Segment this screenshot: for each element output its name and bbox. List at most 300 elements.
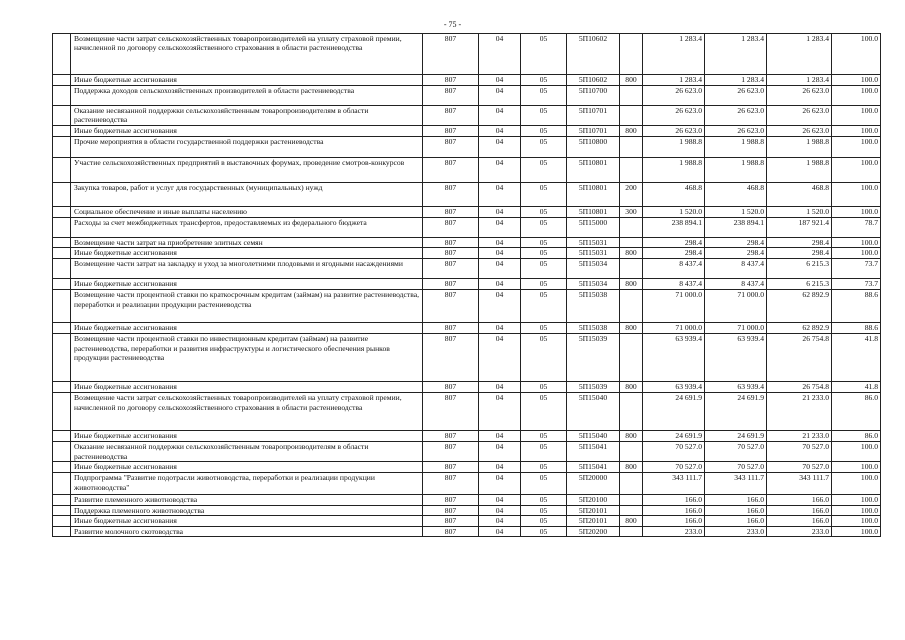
row-target-article: 5П15034: [567, 279, 620, 290]
row-execution-percent: 100.0: [832, 248, 881, 259]
row-expense-type: [620, 473, 643, 495]
row-margin-cell: [53, 495, 71, 505]
row-clarified-amount: 166.0: [705, 495, 767, 505]
row-plan-amount: 298.4: [643, 238, 705, 248]
row-name: Поддержка племенного животноводства: [71, 505, 423, 515]
row-executed-amount: 233.0: [767, 526, 832, 536]
row-subsection-code: 05: [521, 183, 567, 207]
table-row: [53, 126, 881, 137]
table-row: [53, 393, 881, 431]
row-target-article: 5П10801: [567, 183, 620, 207]
table-row: [53, 248, 881, 259]
row-margin-cell: [53, 238, 71, 248]
row-plan-amount: 63 939.4: [643, 382, 705, 393]
row-executed-amount: 70 527.0: [767, 442, 832, 462]
row-subsection-code: 05: [521, 334, 567, 382]
row-clarified-amount: 166.0: [705, 505, 767, 515]
row-section-code: 04: [479, 158, 521, 183]
row-margin-cell: [53, 218, 71, 238]
row-executed-amount: 26 623.0: [767, 126, 832, 137]
row-section-code: 04: [479, 462, 521, 473]
row-ministry-code: 807: [423, 516, 479, 526]
row-executed-amount: 298.4: [767, 248, 832, 259]
row-subsection-code: 05: [521, 526, 567, 536]
row-name: Возмещение части затрат на приобретение элитных семян: [71, 238, 423, 248]
row-target-article: 5П20101: [567, 516, 620, 526]
row-execution-percent: 100.0: [832, 495, 881, 505]
row-expense-type: 800: [620, 75, 643, 86]
row-subsection-code: 05: [521, 495, 567, 505]
row-clarified-amount: 70 527.0: [705, 462, 767, 473]
row-name: Возмещение части процентной ставки по краткосрочным кредитам (займам) на развитие растениеводства, переработки и реализации продукции растениеводства: [71, 290, 423, 323]
row-execution-percent: 78.7: [832, 218, 881, 238]
table-row: [53, 259, 881, 279]
row-section-code: 04: [479, 431, 521, 442]
row-section-code: 04: [479, 259, 521, 279]
row-expense-type: 800: [620, 431, 643, 442]
row-margin-cell: [53, 86, 71, 106]
row-subsection-code: 05: [521, 382, 567, 393]
row-target-article: 5П10701: [567, 106, 620, 126]
row-section-code: 04: [479, 106, 521, 126]
row-target-article: 5П10602: [567, 34, 620, 75]
row-subsection-code: 05: [521, 238, 567, 248]
row-ministry-code: 807: [423, 495, 479, 505]
row-name: Иные бюджетные ассигнования: [71, 431, 423, 442]
row-name: Прочие мероприятия в области государственной поддержки растениеводства: [71, 137, 423, 158]
row-ministry-code: 807: [423, 218, 479, 238]
row-executed-amount: 21 233.0: [767, 431, 832, 442]
row-margin-cell: [53, 505, 71, 515]
row-execution-percent: 100.0: [832, 158, 881, 183]
row-plan-amount: 71 000.0: [643, 290, 705, 323]
row-name: Иные бюджетные ассигнования: [71, 279, 423, 290]
row-executed-amount: 166.0: [767, 495, 832, 505]
row-name: Иные бюджетные ассигнования: [71, 516, 423, 526]
row-margin-cell: [53, 158, 71, 183]
row-executed-amount: 21 233.0: [767, 393, 832, 431]
row-ministry-code: 807: [423, 183, 479, 207]
row-target-article: 5П20000: [567, 473, 620, 495]
row-section-code: 04: [479, 207, 521, 218]
row-target-article: 5П15039: [567, 382, 620, 393]
row-target-article: 5П10602: [567, 75, 620, 86]
row-margin-cell: [53, 393, 71, 431]
row-executed-amount: 187 921.4: [767, 218, 832, 238]
table-row: [53, 207, 881, 218]
row-name: Развитие молочного скотоводства: [71, 526, 423, 536]
row-name: Иные бюджетные ассигнования: [71, 382, 423, 393]
row-plan-amount: 233.0: [643, 526, 705, 536]
row-margin-cell: [53, 442, 71, 462]
row-expense-type: [620, 34, 643, 75]
row-ministry-code: 807: [423, 393, 479, 431]
row-margin-cell: [53, 207, 71, 218]
table-row: [53, 442, 881, 462]
row-execution-percent: 41.8: [832, 334, 881, 382]
row-ministry-code: 807: [423, 238, 479, 248]
row-margin-cell: [53, 137, 71, 158]
row-clarified-amount: 298.4: [705, 248, 767, 259]
row-ministry-code: 807: [423, 126, 479, 137]
row-target-article: 5П15034: [567, 259, 620, 279]
page-number: - 75 -: [443, 20, 462, 29]
row-section-code: 04: [479, 279, 521, 290]
table-row: [53, 218, 881, 238]
row-margin-cell: [53, 248, 71, 259]
row-executed-amount: 1 520.0: [767, 207, 832, 218]
row-name: Иные бюджетные ассигнования: [71, 323, 423, 334]
row-expense-type: 300: [620, 207, 643, 218]
row-clarified-amount: 71 000.0: [705, 290, 767, 323]
row-ministry-code: 807: [423, 323, 479, 334]
row-name: Иные бюджетные ассигнования: [71, 75, 423, 86]
row-name: Поддержка доходов сельскохозяйственных производителей в области растениеводства: [71, 86, 423, 106]
row-ministry-code: 807: [423, 442, 479, 462]
row-expense-type: 800: [620, 248, 643, 259]
row-expense-type: 800: [620, 279, 643, 290]
row-name: Развитие племенного животноводства: [71, 495, 423, 505]
row-plan-amount: 8 437.4: [643, 259, 705, 279]
row-executed-amount: 1 988.8: [767, 158, 832, 183]
row-subsection-code: 05: [521, 473, 567, 495]
row-executed-amount: 1 283.4: [767, 75, 832, 86]
row-expense-type: 800: [620, 382, 643, 393]
row-subsection-code: 05: [521, 126, 567, 137]
row-expense-type: [620, 238, 643, 248]
row-clarified-amount: 1 520.0: [705, 207, 767, 218]
row-expense-type: [620, 495, 643, 505]
row-execution-percent: 100.0: [832, 462, 881, 473]
row-section-code: 04: [479, 516, 521, 526]
row-expense-type: 200: [620, 183, 643, 207]
row-execution-percent: 100.0: [832, 86, 881, 106]
row-plan-amount: 24 691.9: [643, 393, 705, 431]
row-ministry-code: 807: [423, 462, 479, 473]
table-row: [53, 323, 881, 334]
row-plan-amount: 70 527.0: [643, 442, 705, 462]
row-clarified-amount: 1 283.4: [705, 34, 767, 75]
row-expense-type: 800: [620, 462, 643, 473]
row-section-code: 04: [479, 382, 521, 393]
row-target-article: 5П10801: [567, 158, 620, 183]
table-row: [53, 158, 881, 183]
row-name: Иные бюджетные ассигнования: [71, 126, 423, 137]
row-margin-cell: [53, 259, 71, 279]
row-section-code: 04: [479, 505, 521, 515]
row-expense-type: [620, 526, 643, 536]
table-row: [53, 462, 881, 473]
row-subsection-code: 05: [521, 34, 567, 75]
row-section-code: 04: [479, 473, 521, 495]
row-target-article: 5П20200: [567, 526, 620, 536]
row-section-code: 04: [479, 238, 521, 248]
row-execution-percent: 100.0: [832, 207, 881, 218]
row-expense-type: [620, 158, 643, 183]
row-execution-percent: 100.0: [832, 473, 881, 495]
table-row: [53, 382, 881, 393]
row-clarified-amount: 8 437.4: [705, 279, 767, 290]
row-ministry-code: 807: [423, 431, 479, 442]
row-ministry-code: 807: [423, 382, 479, 393]
row-clarified-amount: 1 988.8: [705, 158, 767, 183]
row-clarified-amount: 63 939.4: [705, 334, 767, 382]
row-margin-cell: [53, 126, 71, 137]
row-target-article: 5П15040: [567, 431, 620, 442]
row-clarified-amount: 343 111.7: [705, 473, 767, 495]
row-subsection-code: 05: [521, 86, 567, 106]
row-clarified-amount: 1 988.8: [705, 137, 767, 158]
row-executed-amount: 343 111.7: [767, 473, 832, 495]
row-plan-amount: 468.8: [643, 183, 705, 207]
row-execution-percent: 86.0: [832, 431, 881, 442]
row-clarified-amount: 70 527.0: [705, 442, 767, 462]
row-ministry-code: 807: [423, 290, 479, 323]
row-ministry-code: 807: [423, 207, 479, 218]
row-plan-amount: 26 623.0: [643, 106, 705, 126]
row-expense-type: [620, 137, 643, 158]
row-plan-amount: 63 939.4: [643, 334, 705, 382]
row-plan-amount: 343 111.7: [643, 473, 705, 495]
row-execution-percent: 100.0: [832, 137, 881, 158]
row-clarified-amount: 63 939.4: [705, 382, 767, 393]
row-ministry-code: 807: [423, 259, 479, 279]
row-plan-amount: 71 000.0: [643, 323, 705, 334]
row-executed-amount: 6 215.3: [767, 259, 832, 279]
row-executed-amount: 26 623.0: [767, 106, 832, 126]
table-row: [53, 290, 881, 323]
row-subsection-code: 05: [521, 248, 567, 259]
row-clarified-amount: 26 623.0: [705, 106, 767, 126]
row-section-code: 04: [479, 248, 521, 259]
row-executed-amount: 70 527.0: [767, 462, 832, 473]
row-target-article: 5П10800: [567, 137, 620, 158]
row-target-article: 5П15031: [567, 238, 620, 248]
row-target-article: 5П10801: [567, 207, 620, 218]
row-plan-amount: 1 283.4: [643, 75, 705, 86]
row-clarified-amount: 26 623.0: [705, 86, 767, 106]
row-expense-type: [620, 106, 643, 126]
row-clarified-amount: 238 894.1: [705, 218, 767, 238]
row-section-code: 04: [479, 334, 521, 382]
row-clarified-amount: 8 437.4: [705, 259, 767, 279]
row-execution-percent: 88.6: [832, 290, 881, 323]
row-execution-percent: 100.0: [832, 126, 881, 137]
row-ministry-code: 807: [423, 248, 479, 259]
row-executed-amount: 6 215.3: [767, 279, 832, 290]
row-expense-type: [620, 259, 643, 279]
row-expense-type: [620, 442, 643, 462]
row-name: Иные бюджетные ассигнования: [71, 462, 423, 473]
row-expense-type: [620, 393, 643, 431]
row-subsection-code: 05: [521, 442, 567, 462]
row-executed-amount: 62 892.9: [767, 290, 832, 323]
row-section-code: 04: [479, 442, 521, 462]
table-row: [53, 526, 881, 536]
row-subsection-code: 05: [521, 75, 567, 86]
table-row: [53, 334, 881, 382]
row-target-article: 5П15041: [567, 462, 620, 473]
row-margin-cell: [53, 473, 71, 495]
row-margin-cell: [53, 382, 71, 393]
row-executed-amount: 298.4: [767, 238, 832, 248]
table-row: [53, 86, 881, 106]
table-row: [53, 431, 881, 442]
row-subsection-code: 05: [521, 259, 567, 279]
row-margin-cell: [53, 290, 71, 323]
row-name: Оказание несвязанной поддержки сельскохозяйственным товаропроизводителям в области растениеводства: [71, 442, 423, 462]
row-plan-amount: 26 623.0: [643, 126, 705, 137]
row-executed-amount: 1 988.8: [767, 137, 832, 158]
row-section-code: 04: [479, 526, 521, 536]
row-ministry-code: 807: [423, 34, 479, 75]
table-body: [53, 34, 881, 537]
row-margin-cell: [53, 279, 71, 290]
row-name: Подпрограмма "Развитие подотрасли животноводства, переработки и реализации продукции животноводства": [71, 473, 423, 495]
row-section-code: 04: [479, 495, 521, 505]
table-row: [53, 495, 881, 505]
row-section-code: 04: [479, 218, 521, 238]
row-name: Иные бюджетные ассигнования: [71, 248, 423, 259]
row-executed-amount: 26 754.8: [767, 334, 832, 382]
row-margin-cell: [53, 516, 71, 526]
table-row: [53, 505, 881, 515]
row-subsection-code: 05: [521, 431, 567, 442]
row-margin-cell: [53, 183, 71, 207]
row-expense-type: [620, 290, 643, 323]
row-target-article: 5П15000: [567, 218, 620, 238]
row-section-code: 04: [479, 290, 521, 323]
row-name: Возмещение части затрат сельскохозяйственных товаропроизводителей на уплату страховой премии, начисленной по договору сельскохозяйственного страхования в области растениеводства: [71, 393, 423, 431]
row-name: Возмещение части затрат на закладку и уход за многолетними плодовыми и ягодными насаждениями: [71, 259, 423, 279]
row-subsection-code: 05: [521, 516, 567, 526]
row-margin-cell: [53, 526, 71, 536]
row-execution-percent: 73.7: [832, 259, 881, 279]
row-execution-percent: 73.7: [832, 279, 881, 290]
row-ministry-code: 807: [423, 106, 479, 126]
row-target-article: 5П10701: [567, 126, 620, 137]
row-execution-percent: 100.0: [832, 526, 881, 536]
table-row: [53, 183, 881, 207]
row-expense-type: [620, 86, 643, 106]
table-row: [53, 137, 881, 158]
row-executed-amount: 26 754.8: [767, 382, 832, 393]
row-target-article: 5П15041: [567, 442, 620, 462]
row-plan-amount: 1 988.8: [643, 137, 705, 158]
row-plan-amount: 26 623.0: [643, 86, 705, 106]
table-row: [53, 34, 881, 75]
row-execution-percent: 100.0: [832, 75, 881, 86]
row-name: Оказание несвязанной поддержки сельскохозяйственным товаропроизводителям в области растениеводства: [71, 106, 423, 126]
row-subsection-code: 05: [521, 137, 567, 158]
row-executed-amount: 62 892.9: [767, 323, 832, 334]
row-clarified-amount: 24 691.9: [705, 431, 767, 442]
row-target-article: 5П15031: [567, 248, 620, 259]
row-subsection-code: 05: [521, 218, 567, 238]
row-ministry-code: 807: [423, 505, 479, 515]
row-subsection-code: 05: [521, 462, 567, 473]
row-subsection-code: 05: [521, 290, 567, 323]
row-execution-percent: 88.6: [832, 323, 881, 334]
row-ministry-code: 807: [423, 137, 479, 158]
row-execution-percent: 100.0: [832, 442, 881, 462]
row-execution-percent: 86.0: [832, 393, 881, 431]
row-clarified-amount: 1 283.4: [705, 75, 767, 86]
row-plan-amount: 238 894.1: [643, 218, 705, 238]
row-subsection-code: 05: [521, 323, 567, 334]
table-row: [53, 279, 881, 290]
row-expense-type: 800: [620, 516, 643, 526]
row-execution-percent: 100.0: [832, 34, 881, 75]
row-execution-percent: 100.0: [832, 238, 881, 248]
row-ministry-code: 807: [423, 279, 479, 290]
row-target-article: 5П10700: [567, 86, 620, 106]
row-target-article: 5П15038: [567, 290, 620, 323]
row-margin-cell: [53, 75, 71, 86]
row-name: Социальное обеспечение и иные выплаты населению: [71, 207, 423, 218]
row-subsection-code: 05: [521, 106, 567, 126]
row-margin-cell: [53, 334, 71, 382]
row-section-code: 04: [479, 34, 521, 75]
row-target-article: 5П15038: [567, 323, 620, 334]
row-expense-type: [620, 505, 643, 515]
row-plan-amount: 70 527.0: [643, 462, 705, 473]
row-executed-amount: 1 283.4: [767, 34, 832, 75]
row-execution-percent: 100.0: [832, 106, 881, 126]
row-clarified-amount: 298.4: [705, 238, 767, 248]
row-subsection-code: 05: [521, 505, 567, 515]
row-executed-amount: 166.0: [767, 516, 832, 526]
row-plan-amount: 1 988.8: [643, 158, 705, 183]
row-plan-amount: 298.4: [643, 248, 705, 259]
row-section-code: 04: [479, 183, 521, 207]
row-ministry-code: 807: [423, 473, 479, 495]
row-clarified-amount: 468.8: [705, 183, 767, 207]
table-row: [53, 516, 881, 526]
row-expense-type: 800: [620, 323, 643, 334]
row-plan-amount: 24 691.9: [643, 431, 705, 442]
row-section-code: 04: [479, 86, 521, 106]
row-execution-percent: 100.0: [832, 183, 881, 207]
row-clarified-amount: 26 623.0: [705, 126, 767, 137]
row-margin-cell: [53, 106, 71, 126]
table-row: [53, 106, 881, 126]
row-execution-percent: 100.0: [832, 505, 881, 515]
row-target-article: 5П15040: [567, 393, 620, 431]
row-clarified-amount: 71 000.0: [705, 323, 767, 334]
row-ministry-code: 807: [423, 75, 479, 86]
row-clarified-amount: 233.0: [705, 526, 767, 536]
budget-table: [52, 33, 881, 537]
row-ministry-code: 807: [423, 86, 479, 106]
row-plan-amount: 166.0: [643, 495, 705, 505]
row-margin-cell: [53, 431, 71, 442]
row-clarified-amount: 166.0: [705, 516, 767, 526]
row-name: Участие сельскохозяйственных предприятий в выставочных форумах, проведение смотров-конкурсов: [71, 158, 423, 183]
row-target-article: 5П20100: [567, 495, 620, 505]
row-subsection-code: 05: [521, 279, 567, 290]
row-section-code: 04: [479, 75, 521, 86]
row-expense-type: 800: [620, 126, 643, 137]
row-plan-amount: 166.0: [643, 505, 705, 515]
row-margin-cell: [53, 462, 71, 473]
row-subsection-code: 05: [521, 393, 567, 431]
row-section-code: 04: [479, 126, 521, 137]
row-margin-cell: [53, 34, 71, 75]
row-clarified-amount: 24 691.9: [705, 393, 767, 431]
row-ministry-code: 807: [423, 334, 479, 382]
row-margin-cell: [53, 323, 71, 334]
